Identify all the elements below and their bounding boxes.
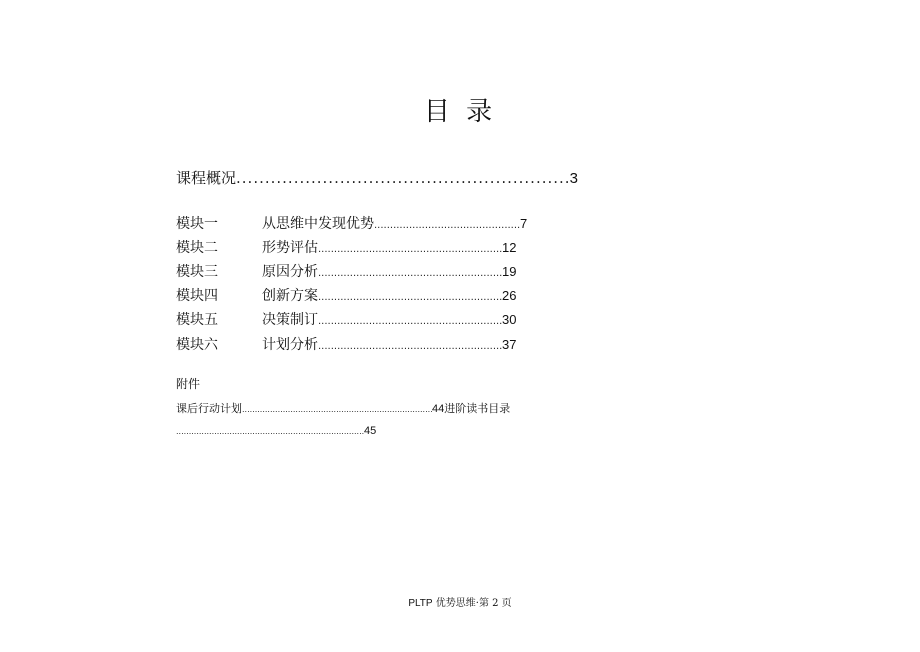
- module-label: 模块二: [176, 240, 218, 256]
- module-page: 7: [520, 216, 528, 231]
- dot-leader: [236, 169, 570, 187]
- toc-entry-module-3[interactable]: [176, 262, 516, 284]
- dot-leader: [318, 240, 502, 260]
- module-page: 12: [502, 240, 517, 255]
- module-title: 从思维中发现优势: [262, 216, 374, 232]
- dot-leader: [242, 405, 432, 414]
- footer-code: PLTP: [408, 598, 433, 609]
- appendix-item-label: 课后行动计划: [176, 402, 242, 415]
- appendix-item-page: 44: [432, 403, 445, 415]
- toc-entry-appendix[interactable]: [176, 400, 510, 416]
- dot-leader: [374, 216, 520, 236]
- module-label: 模块一: [176, 216, 218, 232]
- appendix-item-label: 进阶读书目录: [444, 402, 511, 415]
- dot-leader: [318, 337, 502, 357]
- toc-entry-label: 课程概况: [176, 169, 237, 187]
- page-footer: [0, 594, 920, 609]
- toc-title: 目 录: [423, 97, 497, 127]
- dot-leader: [176, 427, 364, 436]
- dot-leader: [318, 288, 502, 308]
- toc-entry-module-1[interactable]: [176, 214, 527, 236]
- toc-entry-module-2[interactable]: [176, 238, 516, 260]
- footer-text: 优势思维·第 2 页: [435, 598, 512, 609]
- module-page: 19: [502, 264, 517, 279]
- appendix-item-page: 45: [364, 425, 377, 437]
- toc-entry-page: 3: [569, 170, 578, 187]
- module-page: 26: [502, 288, 517, 303]
- toc-entry-appendix-cont[interactable]: [176, 425, 376, 437]
- module-page: 30: [502, 312, 517, 327]
- toc-entry-module-4[interactable]: [176, 286, 516, 308]
- toc-entry-overview[interactable]: [176, 167, 578, 188]
- module-label: 模块五: [176, 312, 218, 328]
- appendix-heading: 附件: [176, 377, 201, 391]
- module-label: 模块六: [176, 337, 218, 353]
- module-title: 原因分析: [262, 264, 318, 280]
- toc-entry-module-5[interactable]: [176, 310, 516, 332]
- module-title: 计划分析: [262, 337, 318, 353]
- module-title: 决策制订: [262, 312, 318, 328]
- module-title: 形势评估: [262, 240, 318, 256]
- toc-entry-module-6[interactable]: [176, 335, 516, 357]
- module-label: 模块四: [176, 288, 218, 304]
- module-label: 模块三: [176, 264, 218, 280]
- dot-leader: [318, 264, 502, 284]
- dot-leader: [318, 312, 502, 332]
- module-title: 创新方案: [262, 288, 318, 304]
- module-page: 37: [502, 337, 517, 352]
